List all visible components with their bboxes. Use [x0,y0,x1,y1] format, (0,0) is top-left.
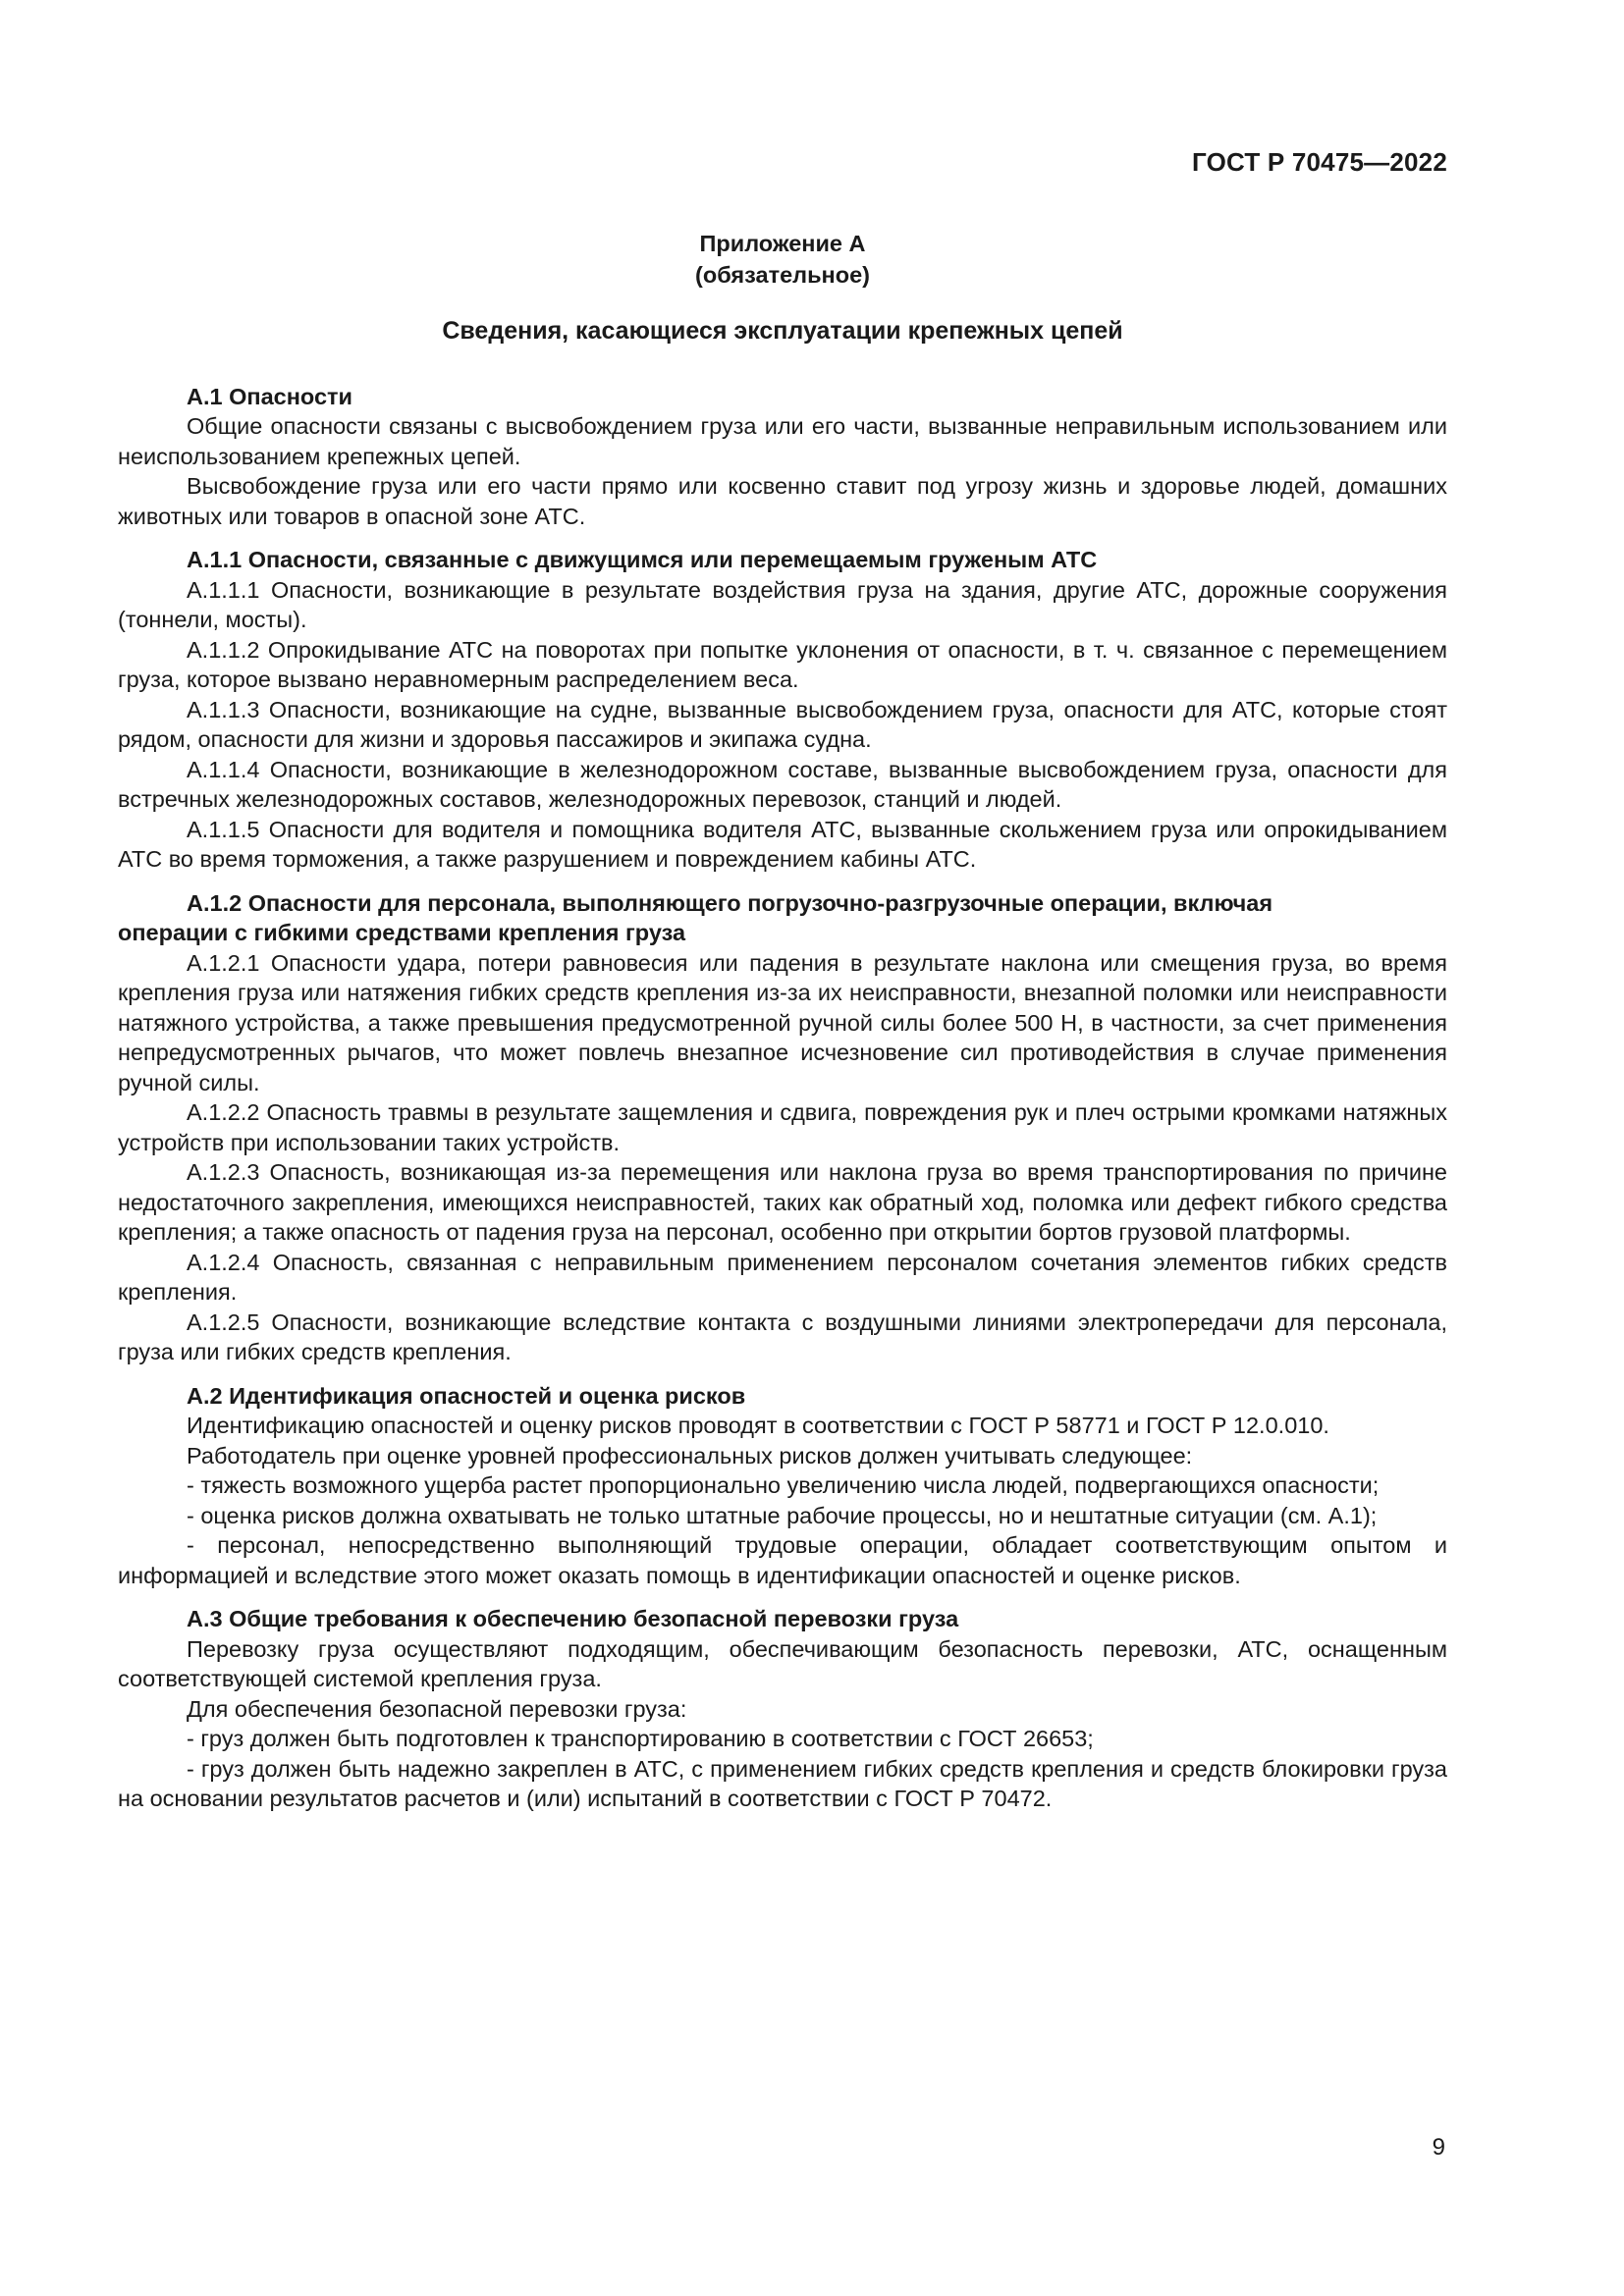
list-item: - груз должен быть подготовлен к транспортированию в соответствии с ГОСТ 26653; [187,1726,1094,1751]
paragraph: А.1.2.4 Опасность, связанная с неправильным применением персоналом сочетания элементов гибких средств крепления. [118,1249,1447,1305]
paragraph: Общие опасности связаны с высвобождением груза или его части, вызванные неправильным использованием или неиспользованием крепежных цепей. [118,413,1447,469]
section-heading-a1: А.1 Опасности [187,383,352,409]
annex-title: Сведения, касающиеся эксплуатации крепежных цепей [442,317,1123,345]
section-heading-a2: А.2 Идентификация опасностей и оценка рисков [187,1382,746,1409]
paragraph: А.1.2.5 Опасности, возникающие вследствие контакта с воздушными линиями электропередачи для персонала, груза или гибких средств крепления. [118,1308,1447,1364]
paragraph: А.1.2.2 Опасность травмы в результате защемления и сдвига, повреждения рук и плеч острыми кромками натяжных устройств при использовании таких устройств. [118,1099,1447,1155]
section-heading-a1-1: А.1.1 Опасности, связанные с движущимся или перемещаемым груженым АТС [187,547,1098,572]
paragraph: А.1.2.1 Опасности удара, потери равновесия или падения в результате наклона или смещения груза, во время крепления груза или натяжения гибких средств крепления из-за их неисправности, внезапной поломки или неисправности натяжного устройства, а также превышения предусмотренной ручной силы более 500 Н, в частности, за счет применения непредусмотренных рычагов, что может повлечь внезапное исчезновение сил противодействия в случае применения ручной силы. [118,949,1447,1095]
paragraph: А.1.1.4 Опасности, возникающие в железнодорожном составе, вызванные высвобождением груза, опасности для встречных железнодорожных составов, железнодорожных перевозок, станций и людей. [118,756,1447,812]
paragraph: Высвобождение груза или его части прямо или косвенно ставит под угрозу жизнь и здоровье людей, домашних животных или товаров в опасной зоне АТС. [118,473,1447,529]
paragraph: А.1.1.2 Опрокидывание АТС на поворотах при попытке уклонения от опасности, в т. ч. связанное с перемещением груза, которое вызвано неравномерным распределением веса. [118,636,1447,692]
paragraph: А.1.1.5 Опасности для водителя и помощника водителя АТС, вызванные скольжением груза или опрокидыванием АТС во время торможения, а также разрушением и повреждением кабины АТС. [118,816,1447,872]
section-heading-a1-2 [118,888,1447,919]
page-content [118,228,1447,1814]
paragraph: Для обеспечения безопасной перевозки груза: [187,1695,687,1722]
paragraph: Идентификацию опасностей и оценку рисков проводят в соответствии с ГОСТ Р 58771 и ГОСТ Р 12.0.010. [187,1413,1329,1438]
section-heading-a1-2-line2: операции с гибкими средствами крепления груза [118,920,686,945]
paragraph: А.1.1.3 Опасности, возникающие на судне, вызванные высвобождением груза, опасности для АТС, которые стоят рядом, опасности для жизни и здоровья пассажиров и экипажа судна. [118,696,1447,752]
section-heading-a3: А.3 Общие требования к обеспечению безопасной перевозки груза [187,1606,959,1631]
paragraph: Перевозку груза осуществляют подходящим, обеспечивающим безопасность перевозки, АТС, оснащенным соответствующей системой крепления груза. [118,1635,1447,1691]
paragraph: А.1.1.1 Опасности, возникающие в результате воздействия груза на здания, другие АТС, дорожные сооружения (тоннели, мосты). [118,576,1447,632]
list-item: - персонал, непосредственно выполняющий трудовые операции, обладает соответствующим опытом и информацией и вследствие этого может оказать помощь в идентификации опасностей и оценке рисков. [118,1532,1447,1588]
paragraph: Работодатель при оценке уровней профессиональных рисков должен учитывать следующее: [187,1442,1193,1468]
list-item: - оценка рисков должна охватывать не только штатные рабочие процессы, но и нештатные ситуации (см. А.1); [187,1502,1378,1528]
page-number: 9 [1432,2134,1445,2161]
list-item: - груз должен быть надежно закреплен в АТС, с применением гибких средств крепления и средств блокировки груза на основании результатов расчетов и (или) испытаний в соответствии с ГОСТ Р 70472. [118,1755,1447,1811]
list-item: - тяжесть возможного ущерба растет пропорционально увеличению числа людей, подвергающихся опасности; [187,1472,1380,1498]
paragraph: А.1.2.3 Опасность, возникающая из-за перемещения или наклона груза во время транспортирования по причине недостаточного закрепления, имеющихся неисправностей, таких как обратный ход, поломка или дефект гибкого средства крепления; а также опасность от падения груза на персонал, особенно при открытии бортов грузовой платформы. [118,1159,1447,1245]
section-heading-a1-2-line1: А.1.2 Опасности для персонала, выполняющего погрузочно-разгрузочные операции, включая [187,889,1273,916]
annex-status: (обязательное) [695,262,870,288]
document-code: ГОСТ Р 70475—2022 [1192,147,1447,177]
annex-label: Приложение А [699,231,866,256]
section-heading-a1-2-continuation [118,918,1447,948]
